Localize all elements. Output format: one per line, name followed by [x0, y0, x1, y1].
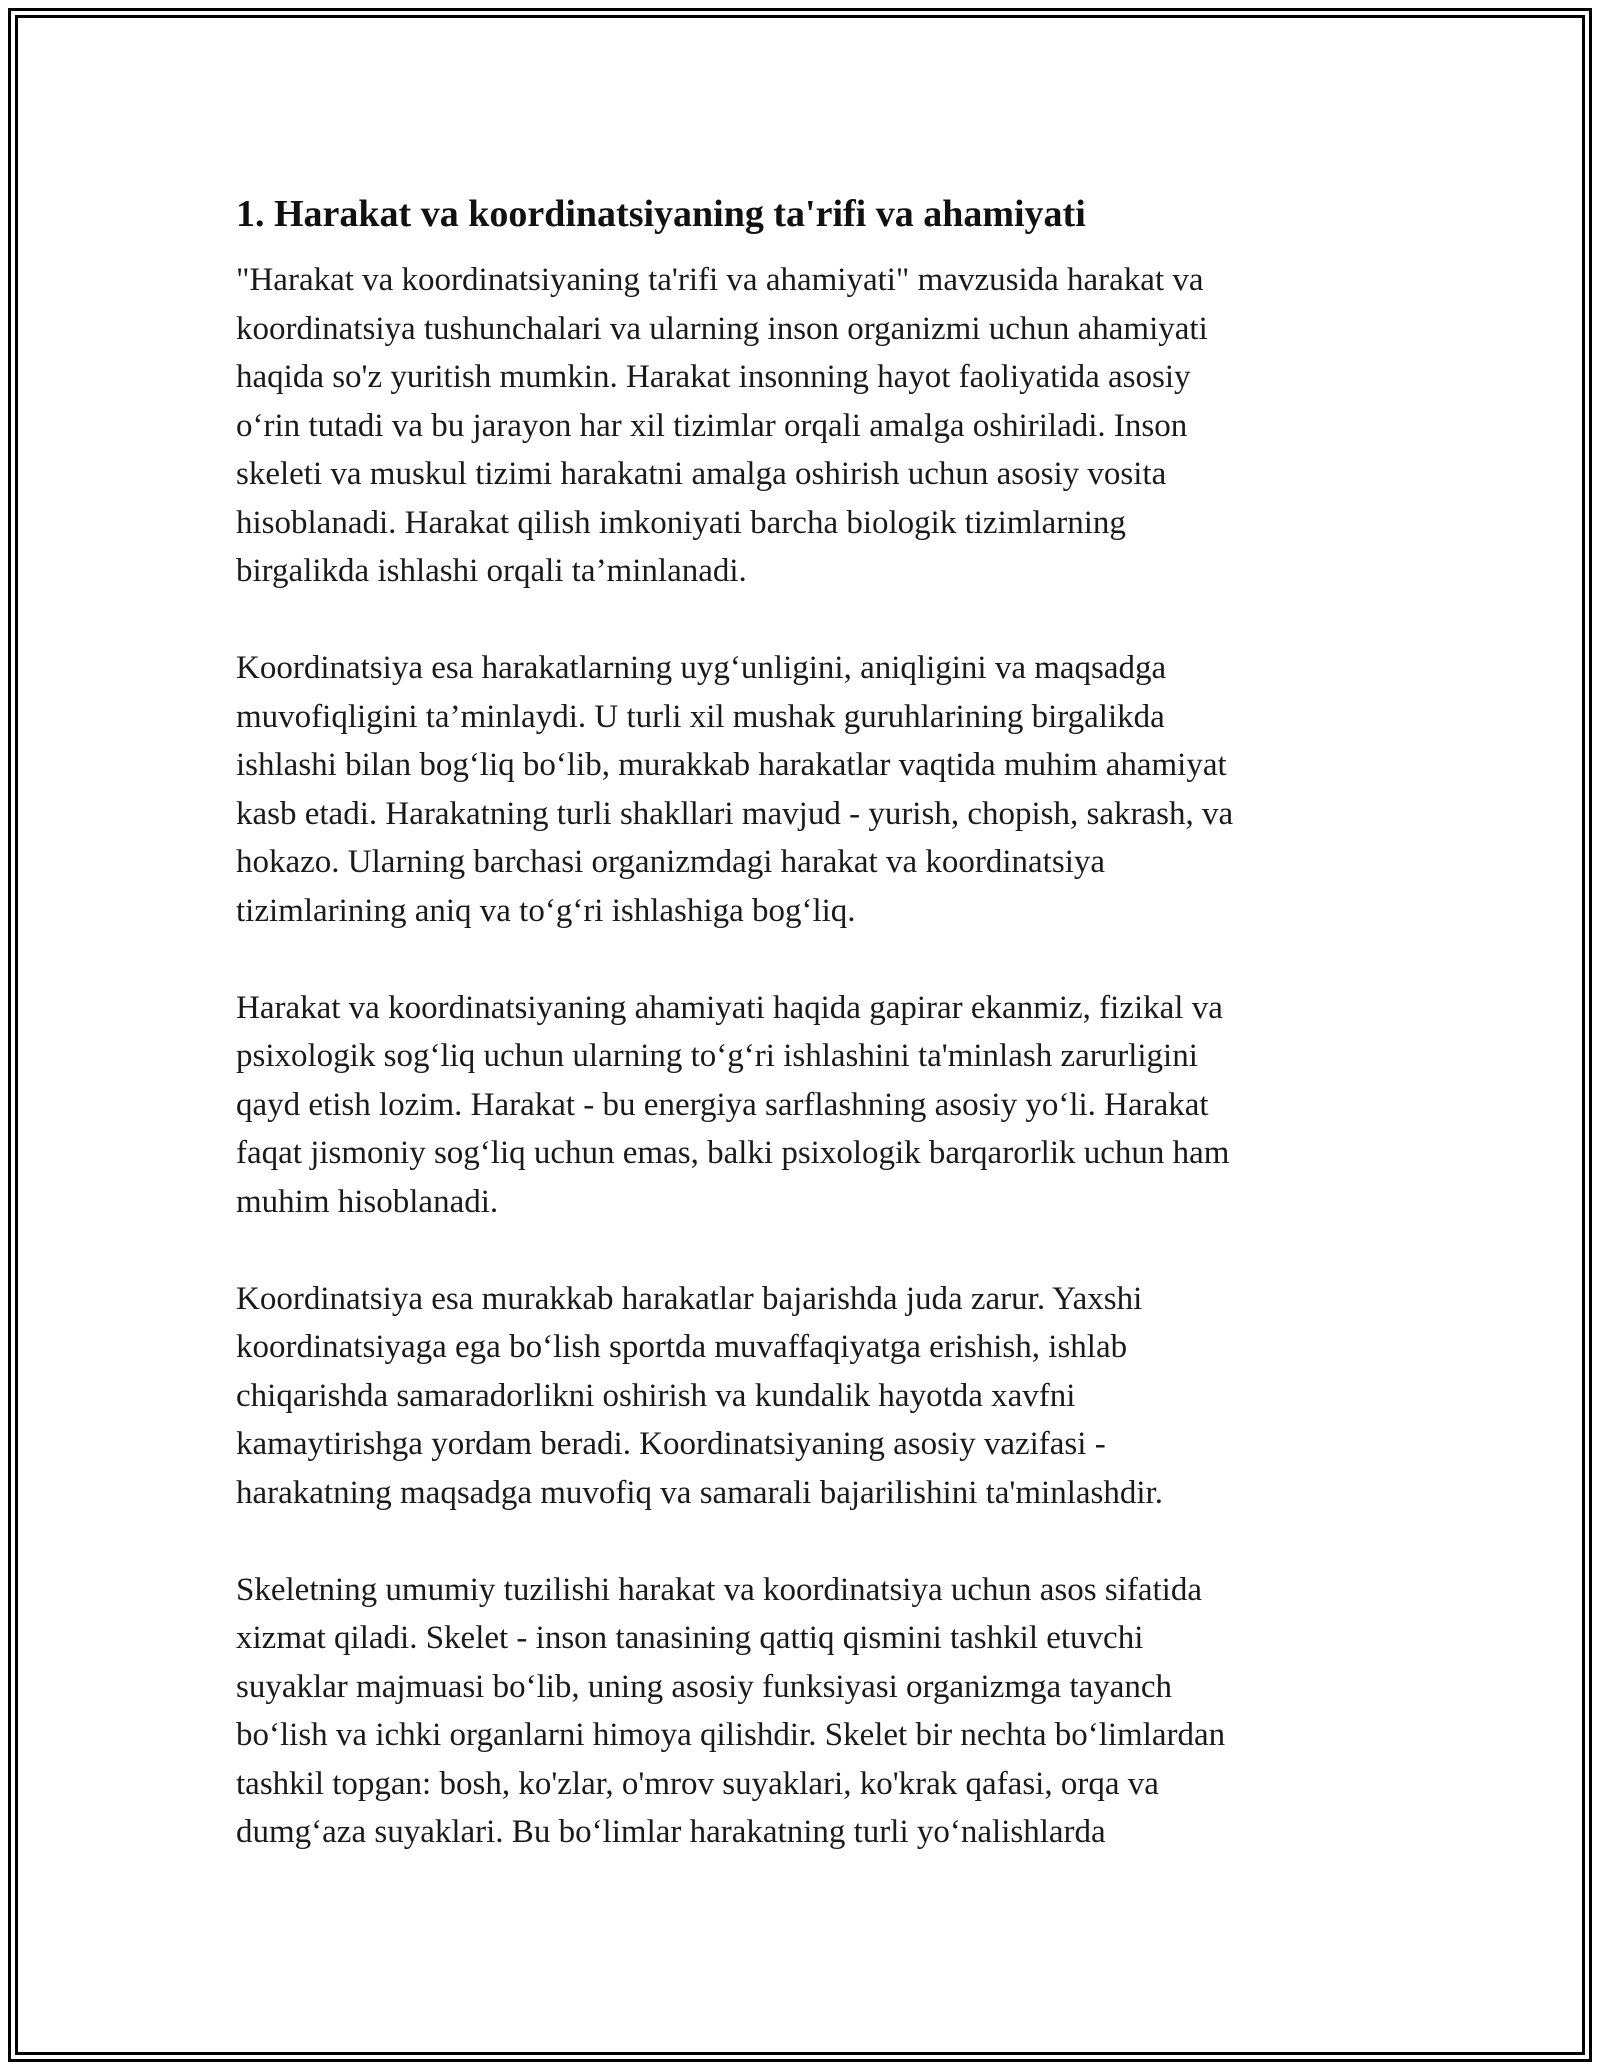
paragraph-1: "Harakat va koordinatsiyaning ta'rifi va ahamiyati" mavzusida harakat va koordinatsiya tushunchalari va ularning inson organizmi uchun ahamiyati haqida so'z yuritish mumkin. Harakat insonning hayot faoliyatida asosiy o‘rin tutadi va bu jarayon har xil tizimlar orqali amalga oshiriladi. Inson skeleti va muskul tizimi harakatni amalga oshirish uchun asosiy vosita hisoblanadi. Harakat qilish imkoniyati barcha biologik tizimlarning birgalikda ishlashi orqali ta’minlanadi. — [236, 262, 1208, 589]
paragraph-3: Harakat va koordinatsiyaning ahamiyati haqida gapirar ekanmiz, fizikal va psixologik sog‘liq uchun ularning to‘g‘ri ishlashini ta'minlash zarurligini qayd etish lozim. Harakat - bu energiya sarflashning asosiy yo‘li. Harakat faqat jismoniy sog‘liq uchun emas, balki psixologik barqarorlik uchun ham muhim hisoblanadi. — [236, 989, 1230, 1220]
paragraph-2: Koordinatsiya esa harakatlarning uyg‘unligini, aniqligini va maqsadga muvofiqligini ta’minlaydi. U turli xil mushak guruhlarining birgalikda ishlashi bilan bog‘liq bo‘lib, murakkab harakatlar vaqtida muhim ahamiyat kasb etadi. Harakatning turli shakllari mavjud - yurish, chopish, sakrash, va hokazo. Ularning barchasi organizmdagi harakat va koordinatsiya tizimlarining aniq va to‘g‘ri ishlashiga bog‘liq. — [236, 650, 1234, 929]
section-heading: 1. Harakat va koordinatsiyaning ta'rifi va ahamiyati — [236, 193, 1086, 235]
paragraph-4: Koordinatsiya esa murakkab harakatlar bajarishda juda zarur. Yaxshi koordinatsiyaga ega bo‘lish sportda muvaffaqiyatga erishish, ishlab chiqarishda samaradorlikni oshirish va kundalik hayotda xavfni kamaytirishga yordam beradi. Koordinatsiyaning asosiy vazifasi - harakatning maqsadga muvofiq va samarali bajarilishini ta'minlashdir. — [236, 1280, 1163, 1511]
paragraph-5: Skeletning umumiy tuzilishi harakat va koordinatsiya uchun asos sifatida xizmat qiladi. Skelet - inson tanasining qattiq qismini tashkil etuvchi suyaklar majmuasi bo‘lib, uning asosiy funksiyasi organizmga tayanch bo‘lish va ichki organlarni himoya qilishdir. Skelet bir nechta bo‘limlardan tashkil topgan: bosh, ko'zlar, o'mrov suyaklari, ko'krak qafasi, orqa va dumg‘aza suyaklari. Bu bo‘limlar harakatning turli yo‘nalishlarda — [236, 1571, 1226, 1850]
document-body — [236, 188, 1356, 1857]
